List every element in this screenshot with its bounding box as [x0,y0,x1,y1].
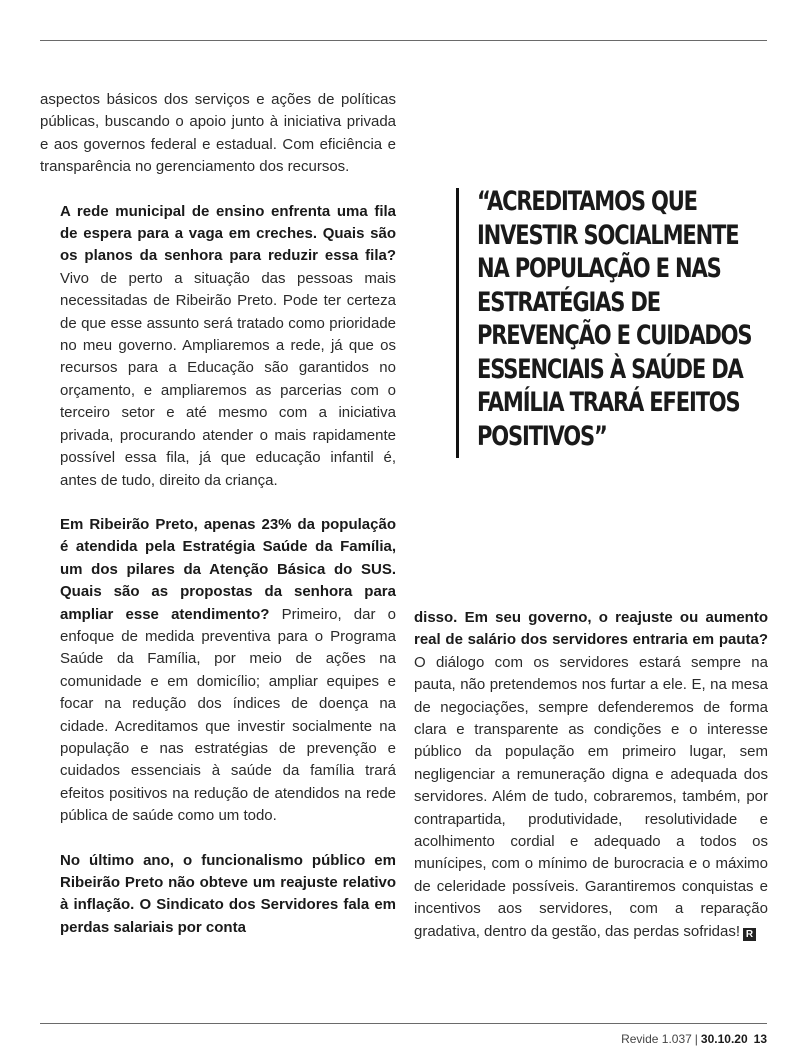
question-3-paragraph [40,850,396,940]
question-2: Em Ribeirão Preto, apenas 23% da população é atendida pela Estratégia Saúde da Família, um dos pilares da Atenção Básica do SUS. Quais são as propostas da senhora para ampliar esse atendimento? [60,515,396,623]
answer-1: Vivo de perto a situação das pessoas mais necessitadas de Ribeirão Preto. Pode ter certeza de que esse assunto será tratado como prioridade no meu governo. Ampliaremos a rede, já que os recursos para a Educação são garantidos no orçamento, e ampliaremos as parcerias com o terceiro setor e até mesmo com a iniciativa privada, procurando atender o mais rapidamente possível essa fila, já que educação infantil é, antes de tudo, direito da criança. [60,269,396,489]
question-1: A rede municipal de ensino enfrenta uma fila de espera para a vaga em creches. Quais são os planos da senhora para reduzir essa fila? [60,202,396,265]
question-1-paragraph [40,201,396,492]
question-2-paragraph [40,514,396,828]
end-mark-icon: R [743,928,756,941]
pull-quote [456,188,756,458]
page-footer [621,1032,767,1046]
top-rule [40,40,767,41]
question-3-continued: disso. Em seu governo, o reajuste ou aumento real de salário dos servidores entraria em pauta? [414,609,768,649]
page-number: 13 [753,1032,767,1046]
pull-quote-text: “ACREDITAMOS QUE INVESTIR SOCIALMENTE NA POPULAÇÃO E NAS ESTRATÉGIAS DE PREVENÇÃO E CUIDADOS ESSENCIAIS À SAÚDE DA FAMÍLIA TRARÁ EFEITOS POSITIVOS” [477,186,752,452]
question-3: No último ano, o funcionalismo público em Ribeirão Preto não obteve um reajuste relativo à inflação. O Sindicato dos Servidores fala em perdas salariais por conta [60,851,396,936]
answer-3: O diálogo com os servidores estará sempre na pauta, não pretendemos nos furtar a ele. E, na mesa de negociações, sempre defenderemos de forma clara e transparente as condições e o interesse público da população em primeiro lugar, sem negligenciar a remuneração digna e adequada dos servidores. Além de tudo, cobraremos, também, por contrapartida, produtividade, resolutividade e acolhimento cordial e adequado a todos os munícipes, com o mínimo de burocracia e o máximo de celeridade possíveis. Garantiremos conquistas e incentivos aos servidores, com a reparação gradativa, dentro da gestão, das perdas sofridas! [414,653,768,940]
bottom-rule [40,1023,767,1024]
question-3-continued-paragraph [414,607,768,943]
answer-2: Primeiro, dar o enfoque de medida preventiva para o Programa Saúde da Família, por meio de ações na comunidade e em domicílio; ampliar equipes e focar na redução dos índices de doença na cidade. Acreditamos que investir socialmente na população e nas estratégias de prevenção e cuidados essenciais à saúde da família trará efeitos positivos na redução de atendidos na rede pública de saúde como um todo. [60,605,396,825]
issue-date: 30.10.20 [700,1032,748,1046]
intro-paragraph: aspectos básicos dos serviços e ações de políticas públicas, buscando o apoio junto à iniciativa privada e aos governos federal e estadual. Com eficiência e transparência no gerenciamento dos recursos. [40,91,396,176]
right-column [414,607,768,943]
publication-issue: Revide 1.037 [621,1032,692,1046]
left-column [40,89,396,939]
footer-separator: | [694,1032,698,1046]
